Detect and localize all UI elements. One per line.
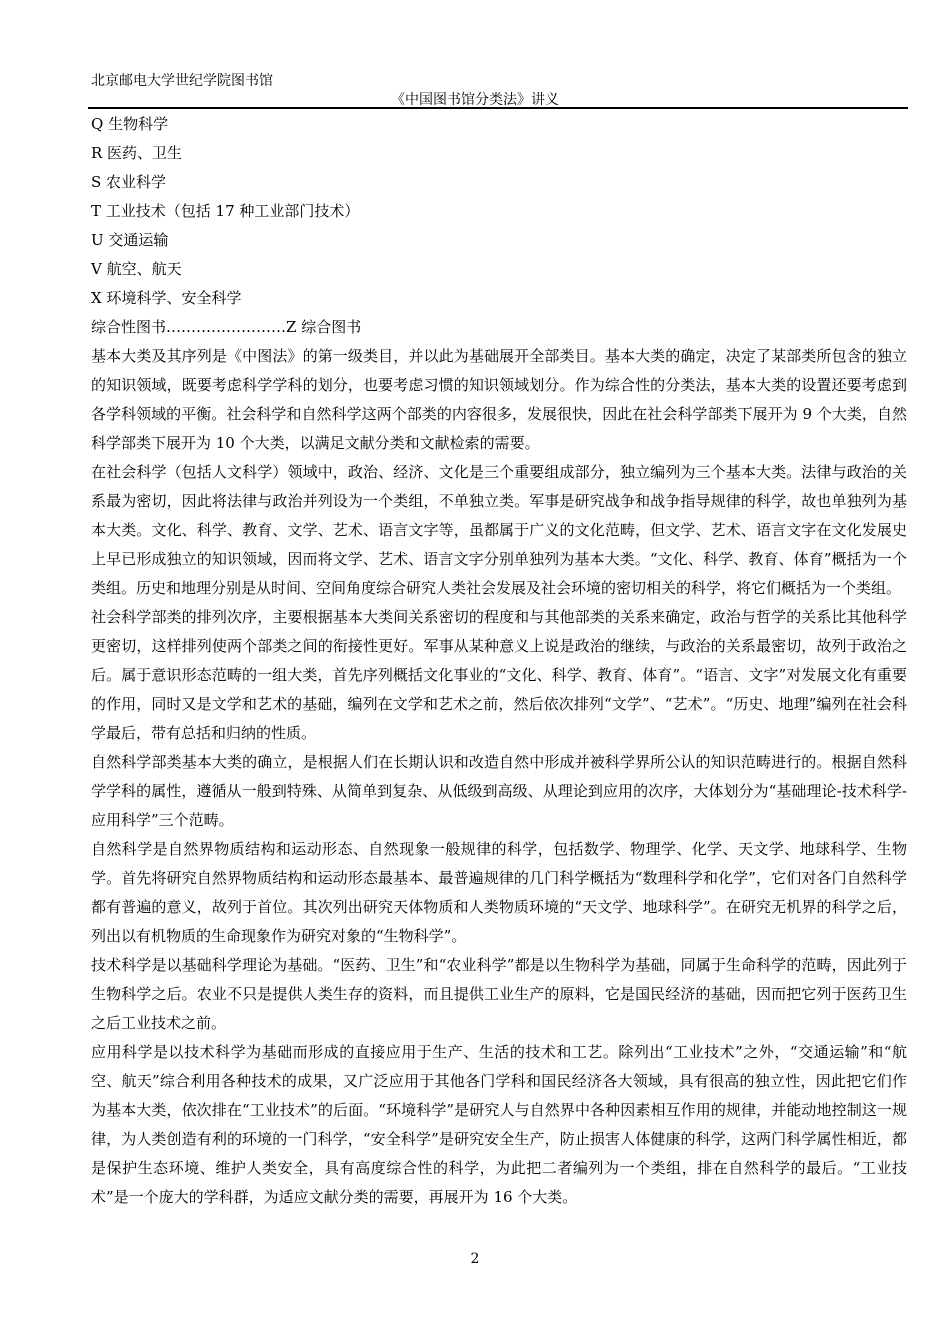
header-course-title: 《中国图书馆分类法》讲义 (391, 92, 559, 108)
paragraph-social-order: 社会科学部类的排列次序，主要根据基本大类间关系密切的程度和与其他部类的关系来确定，政治与哲学的关系比其他科学更密切，这样排列使两个部类之间的衔接性更好。军事从某种意义上说是政治的继续，与政治的关系最密切，故列于政治之后。属于意识形态范畴的一组大类，首先序列概括文化事业的“文化、科学、教育、体育”。“语言、文字”对发展文化有重要的作用，同时又是文学和艺术的基础，编列在文学和艺术之前，然后依次排列“文学”、“艺术”。“历史、地理”编列在社会科学最后，带有总括和归纳的性质。 (91, 608, 907, 742)
class-item-t: T 工业技术（包括 17 种工业部门技术） (91, 202, 360, 220)
class-item-z: 综合性图书……………………Z 综合图书 (91, 318, 362, 336)
paragraph-social-sciences: 在社会科学（包括人文科学）领域中，政治、经济、文化是三个重要组成部分，独立编列为三个基本大类。法律与政治的关系最为密切，因此将法律与政治并列设为一个类组，不单独立类。军事是研究战争和战争指导规律的科学，故也单独列为基本大类。文化、科学、教育、文学、艺术、语言文字等，虽都属于广义的文化范畴，但文学、艺术、语言文字在文化发展史上早已形成独立的知识领域，因而将文学、艺术、语言文字分别单独列为基本大类。“文化、科学、教育、体育”概括为一个类组。历史和地理分别是从时间、空间角度综合研究人类社会发展及社会环境的密切相关的科学，将它们概括为一个类组。 (91, 463, 907, 597)
class-item-u: U 交通运输 (91, 231, 169, 249)
class-item-r: R 医药、卫生 (91, 144, 183, 162)
paragraph-basic-theory: 自然科学是自然界物质结构和运动形态、自然现象一般规律的科学，包括数学、物理学、化学、天文学、地球科学、生物学。首先将研究自然界物质结构和运动形态最基本、最普遍规律的几门科学概括为“数理科学和化学”，它们对各门自然科学都有普遍的意义，故列于首位。其次列出研究天体物质和人类物质环境的“天文学、地球科学”。在研究无机界的科学之后，列出以有机物质的生命现象作为研究对象的“生物科学”。 (91, 840, 907, 945)
class-item-q: Q 生物科学 (91, 115, 169, 133)
class-item-s: S 农业科学 (91, 173, 167, 191)
paragraph-basic-classes: 基本大类及其序列是《中图法》的第一级类目，并以此为基础展开全部类目。基本大类的确定，决定了某部类所包含的独立的知识领域，既要考虑科学学科的划分，也要考虑习惯的知识领域划分。作为综合性的分类法，基本大类的设置还要考虑到各学科领域的平衡。社会科学和自然科学这两个部类的内容很多，发展很快，因此在社会科学部类下展开为 9 个大类，自然科学部类下展开为 10 个大类，以满足文献分类和文献检索的需要。 (91, 347, 907, 452)
header-institution: 北京邮电大学世纪学院图书馆 (91, 73, 273, 89)
page-number: 2 (470, 1251, 480, 1267)
document-body (91, 110, 907, 1212)
header-divider (88, 107, 908, 109)
paragraph-natural-sciences: 自然科学部类基本大类的确立，是根据人们在长期认识和改造自然中形成并被科学界所公认的知识范畴进行的。根据自然科学学科的属性，遵循从一般到特殊、从简单到复杂、从低级到高级、从理论到应用的次序，大体划分为“基础理论-技术科学-应用科学”三个范畴。 (91, 753, 907, 829)
class-item-x: X 环境科学、安全科学 (91, 289, 242, 307)
class-item-v: V 航空、航天 (91, 260, 182, 278)
paragraph-applied-sciences: 应用科学是以技术科学为基础而形成的直接应用于生产、生活的技术和工艺。除列出“工业技术”之外，“交通运输”和“航空、航天”综合利用各种技术的成果，又广泛应用于其他各门学科和国民经济各大领域，具有很高的独立性，因此把它们作为基本大类，依次排在“工业技术”的后面。“环境科学”是研究人与自然界中各种因素相互作用的规律，并能动地控制这一规律，为人类创造有利的环境的一门科学，“安全科学”是研究安全生产，防止损害人体健康的科学，这两门科学属性相近，都是保护生态环境、维护人类安全，具有高度综合性的科学，为此把二者编列为一个类组，排在自然科学的最后。“工业技术”是一个庞大的学科群，为适应文献分类的需要，再展开为 16 个大类。 (91, 1043, 907, 1206)
paragraph-technical-sciences: 技术科学是以基础科学理论为基础。“医药、卫生”和“农业科学”都是以生物科学为基础，同属于生命科学的范畴，因此列于生物科学之后。农业不只是提供人类生存的资料，而且提供工业生产的原料，它是国民经济的基础，因而把它列于医药卫生之后工业技术之前。 (91, 956, 907, 1032)
